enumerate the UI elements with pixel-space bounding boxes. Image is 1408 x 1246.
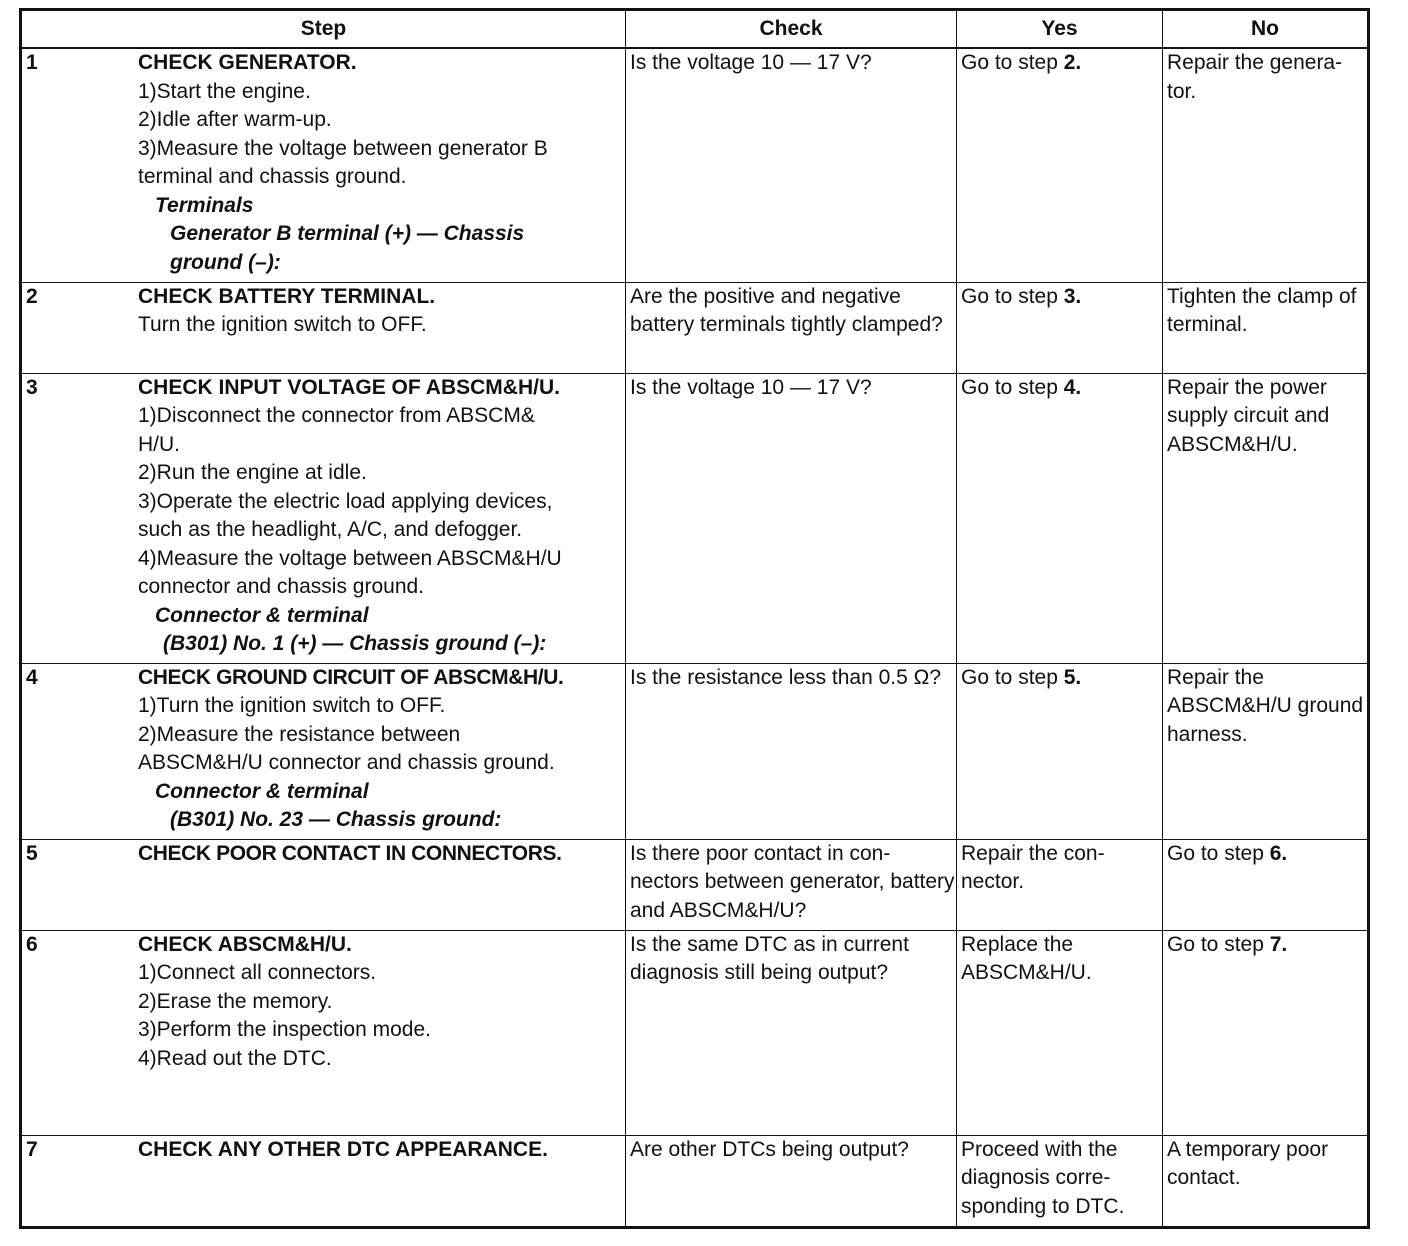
step-line: 1)Disconnect the connector from ABSCM& — [138, 404, 535, 427]
step-line: H/U. — [138, 432, 180, 456]
yes-cell — [957, 48, 1163, 282]
step-title: CHECK ANY OTHER DTC APPEARANCE. — [138, 1137, 548, 1161]
yes-step: 2 — [1063, 51, 1076, 74]
yes-suffix: . — [1075, 375, 1082, 399]
step-line: 3)Measure the voltage between generator B — [138, 136, 548, 160]
no-step: 6 — [1269, 841, 1282, 865]
terminal-value: ground (–): — [170, 250, 281, 274]
step-line: 4)Measure the voltage between ABSCM&H/U — [138, 546, 562, 570]
yes-prefix: Go to step — [961, 284, 1064, 308]
step-number: 1 — [26, 51, 38, 74]
step-line: 1)Turn the ignition switch to OFF. — [138, 694, 446, 717]
table-row — [21, 48, 1369, 282]
step-number: 5 — [26, 841, 38, 865]
no-cell: Repair the genera-tor. — [1163, 48, 1369, 282]
step-line: 2)Measure the resistance between — [138, 722, 461, 746]
yes-cell: Replace the ABSCM&H/U. — [957, 930, 1163, 1135]
yes-cell — [957, 373, 1163, 663]
table-row — [21, 839, 1369, 930]
step-number: 4 — [26, 665, 38, 689]
step-line: 3)Operate the electric load applying devices, — [138, 489, 553, 513]
step-number: 3 — [26, 375, 38, 399]
no-cell — [1163, 930, 1369, 1135]
step-line: terminal and chassis ground. — [138, 165, 407, 188]
step-line: 4)Read out the DTC. — [138, 1046, 332, 1070]
terminal-heading: Connector & terminal — [155, 603, 369, 627]
step-line: 1)Connect all connectors. — [138, 961, 377, 984]
yes-cell — [957, 282, 1163, 373]
yes-suffix: . — [1075, 284, 1082, 308]
step-cell — [21, 282, 626, 373]
terminal-value: Generator B terminal (+) — Chassis — [170, 222, 525, 245]
yes-prefix: Go to step — [961, 51, 1064, 74]
diagnostic-table — [19, 8, 1370, 1229]
no-suffix: . — [1281, 932, 1288, 956]
header-step: Step — [21, 10, 626, 49]
step-number: 2 — [26, 284, 38, 308]
step-line: 2)Erase the memory. — [138, 989, 333, 1013]
table-row — [21, 1135, 1369, 1227]
no-prefix: Go to step — [1167, 841, 1270, 865]
check-cell: Is the voltage 10 — 17 V? — [626, 48, 957, 282]
yes-suffix: . — [1075, 51, 1082, 74]
yes-cell: Proceed with the diagnosis corre-sponding to DTC. — [957, 1135, 1163, 1227]
step-title: CHECK INPUT VOLTAGE OF ABSCM&H/U. — [138, 375, 560, 399]
no-prefix: Go to step — [1167, 932, 1270, 956]
no-cell: A temporary poor contact. — [1163, 1135, 1369, 1227]
no-suffix: . — [1281, 841, 1288, 865]
table-row — [21, 930, 1369, 1135]
step-title: CHECK GENERATOR. — [138, 51, 357, 74]
check-cell: Is the same DTC as in current diagnosis still being output? — [626, 930, 957, 1135]
header-check: Check — [626, 10, 957, 49]
step-line: such as the headlight, A/C, and defogger. — [138, 518, 523, 541]
step-title: CHECK BATTERY TERMINAL. — [138, 284, 436, 308]
check-cell: Is the voltage 10 — 17 V? — [626, 373, 957, 663]
step-title: CHECK GROUND CIRCUIT OF ABSCM&H/U. — [138, 665, 564, 689]
yes-step: 3 — [1063, 284, 1076, 308]
step-cell — [21, 839, 626, 930]
yes-step: 4 — [1063, 375, 1076, 399]
step-title: CHECK ABSCM&H/U. — [138, 932, 352, 956]
no-cell — [1163, 839, 1369, 930]
no-step: 7 — [1269, 932, 1282, 956]
step-cell — [21, 1135, 626, 1227]
no-cell: Repair the power supply circuit and ABSCM&H/U. — [1163, 373, 1369, 663]
step-line: 3)Perform the inspection mode. — [138, 1018, 431, 1041]
yes-cell: Repair the con-nector. — [957, 839, 1163, 930]
check-cell: Are other DTCs being output? — [626, 1135, 957, 1227]
step-number: 7 — [26, 1137, 38, 1161]
step-line: ABSCM&H/U connector and chassis ground. — [138, 751, 555, 774]
step-cell — [21, 663, 626, 839]
step-cell — [21, 930, 626, 1135]
table-row — [21, 282, 1369, 373]
step-line: Turn the ignition switch to OFF. — [138, 313, 427, 336]
header-row — [21, 10, 1369, 49]
table-row — [21, 663, 1369, 839]
step-cell — [21, 48, 626, 282]
step-line: connector and chassis ground. — [138, 575, 425, 598]
check-cell: Are the positive and negative battery terminals tightly clamped? — [626, 282, 957, 373]
step-number: 6 — [26, 932, 38, 956]
check-cell: Is there poor contact in con-nectors between generator, battery and ABSCM&H/U? — [626, 839, 957, 930]
step-title: CHECK POOR CONTACT IN CONNECTORS. — [138, 841, 562, 865]
yes-step: 5 — [1063, 665, 1076, 689]
yes-prefix: Go to step — [961, 375, 1064, 399]
terminal-heading: Terminals — [155, 193, 254, 217]
yes-suffix: . — [1075, 665, 1082, 689]
header-no: No — [1163, 10, 1369, 49]
step-line: 2)Idle after warm-up. — [138, 108, 332, 131]
step-cell — [21, 373, 626, 663]
check-cell: Is the resistance less than 0.5 Ω? — [626, 663, 957, 839]
header-yes: Yes — [957, 10, 1163, 49]
no-cell: Tighten the clamp of terminal. — [1163, 282, 1369, 373]
terminal-value: (B301) No. 23 — Chassis ground: — [170, 808, 502, 831]
yes-cell — [957, 663, 1163, 839]
terminal-heading: Connector & terminal — [155, 779, 369, 803]
yes-prefix: Go to step — [961, 665, 1064, 689]
step-line: 2)Run the engine at idle. — [138, 461, 367, 484]
terminal-value: (B301) No. 1 (+) — Chassis ground (–): — [163, 632, 547, 655]
step-line: 1)Start the engine. — [138, 79, 311, 103]
table-row — [21, 373, 1369, 663]
no-cell: Repair the ABSCM&H/U ground harness. — [1163, 663, 1369, 839]
